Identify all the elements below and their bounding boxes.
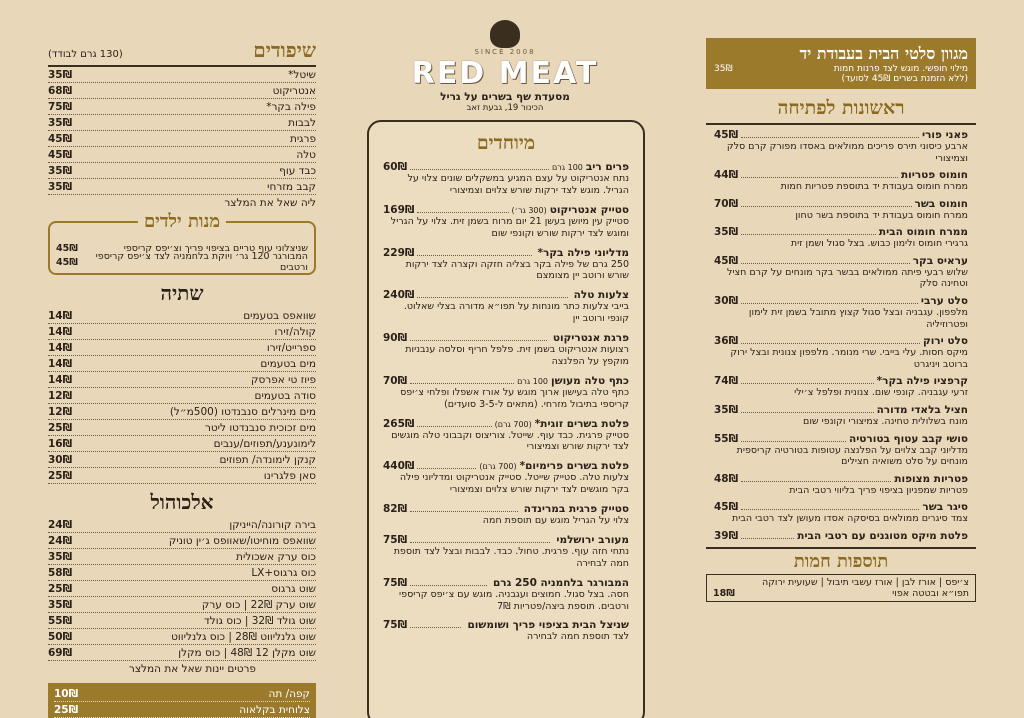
special-item-head: [383, 247, 629, 259]
special-item-name: סטייק אנטריקוט: [549, 203, 629, 216]
drink-row: [48, 356, 316, 372]
starter-item-desc: גרגירי חומוס ולימון כבוש. בצל סגול ושמן זית: [790, 238, 968, 250]
coffee-row-name: צלוחית בקלאוה: [239, 703, 310, 716]
skewers-footer-row: [48, 195, 316, 211]
starter-item-desc: ממרח חומוס בעבודת יד בתוספת פטריות חמות: [780, 181, 968, 193]
since-label: SINCE 2008: [474, 48, 536, 56]
coffee-row-price: 10₪: [54, 687, 79, 700]
starter-item-name: פאני פורי: [922, 129, 968, 141]
restaurant-address: הכינור 19, גבעת זאב: [466, 103, 544, 113]
starter-item-desc: שלוש רבעי פיתה ממולאים בבשר בקר מונחים על קרם חציל וטחינה סלק: [726, 266, 968, 290]
starter-item-price: 74₪: [714, 375, 739, 388]
alcohol-row-price: 25₪: [48, 582, 73, 595]
salad-line2: [714, 74, 968, 84]
starter-item-leader: [741, 130, 919, 138]
kids-row: [56, 251, 308, 273]
special-item-head: [383, 460, 629, 472]
alcohol-row-name: שוט מקלן 12 48₪ | כוס מקלן: [178, 646, 316, 659]
starter-item: [706, 335, 976, 370]
alcohol-row-name: שוט גולד 32₪ | כוס גולד: [204, 614, 316, 627]
drink-row-price: 14₪: [48, 309, 73, 322]
skewer-row-name: פרגית: [289, 132, 316, 145]
special-item-desc: סטייק עין מיושן בעשן 21 יום מרוח בשמן זית. צלוי על הגריל ומוגש לצד ירקות שורש וקונפי שום: [390, 215, 629, 239]
special-item: [383, 375, 629, 411]
special-item-note: (700 גרם): [494, 419, 532, 429]
alcohol-row-name: כוס ערק אשכולית: [236, 550, 316, 563]
alcohol-row: [48, 613, 316, 629]
drink-row-price: 14₪: [48, 357, 73, 370]
special-item-name: פלטת בשרים זוגית*: [534, 417, 629, 430]
special-item: [383, 418, 629, 454]
alcohol-row-name: כוס גרגוס+LX: [251, 566, 316, 579]
kids-box: [48, 211, 316, 275]
alcohol-row-name: שוט גלנליווט 28₪ | כוס גלנליווט: [171, 630, 316, 643]
starter-item-head: [714, 404, 968, 416]
starter-item-price: 36₪: [714, 335, 739, 348]
drink-row-name: סאן פלגרינו: [263, 469, 316, 482]
drink-row: [48, 324, 316, 340]
special-item-name: פלטת בשרים פרימיום*: [519, 460, 629, 473]
special-item-desc: כתף טלה בעישון ארוך מוגש על אורז אשפלו ופלחי צ׳יפס קריספי בתיבול מזרחי. (מתאים ל-3-5 סועדים): [400, 386, 629, 410]
starter-item-head: [714, 169, 968, 181]
special-item-head: [383, 503, 629, 515]
drink-row: [48, 372, 316, 388]
special-item-leader: [417, 205, 508, 213]
starter-item-leader: [741, 531, 794, 539]
special-item: [383, 534, 629, 570]
special-item-note: 100 גרם: [551, 163, 583, 172]
starter-item-leader: [741, 502, 919, 510]
special-item-name: פרים ריב: [585, 161, 629, 173]
right-column: [706, 38, 976, 602]
alcohol-row-price: 50₪: [48, 630, 73, 643]
alcohol-title: אלכוהול: [150, 490, 214, 514]
drink-row-price: 12₪: [48, 405, 73, 418]
special-item-desc: סטייק פרגית. כבד עוף. שייטל. צוריצוס וקבבוני טלה מוגשים לצד ירקות שורש וצמיצורי: [391, 429, 629, 453]
special-item-head: [383, 204, 629, 216]
special-item-desc: בייבי צלעות כתר מונחות על תפו״א מדורה בצלי שאלוט. קונפי ורוטב יין: [403, 301, 629, 325]
special-item-desc: 250 גרם של פילה בקר בצליה חזקה וקצרה לצד ירקות שורש ורוטב יין מצומצם: [405, 258, 629, 282]
special-item-price: 229₪: [383, 246, 415, 259]
salad-desc: מילוי חופשי. מוגש לצד פרנות חמות: [833, 64, 968, 74]
special-item-head: [383, 534, 629, 546]
special-item-price: 265₪: [383, 417, 415, 430]
special-item-price: 70₪: [383, 374, 408, 387]
skewer-row-name: לבבות: [288, 116, 316, 129]
skewer-row-name: אנטריקוט: [272, 84, 316, 97]
skewer-row-price: 75₪: [48, 100, 73, 113]
starter-item-name: פטריות מצופות: [894, 472, 968, 485]
starter-item-leader: [741, 296, 918, 304]
starter-item: [706, 375, 976, 399]
skewer-row: [48, 67, 316, 83]
starter-item-leader: [741, 376, 874, 384]
special-item-note: 100 גרם: [517, 376, 549, 386]
special-item: [383, 289, 629, 325]
starter-item-leader: [741, 227, 876, 235]
special-item-leader: [410, 578, 487, 586]
drink-row-name: קנקן לימונדה/ תפוזים: [219, 453, 316, 466]
starter-item-head: [714, 295, 968, 307]
starter-item: [706, 295, 976, 330]
special-item-desc: צלוי על הגריל מוגש עם תוספת חמה: [482, 515, 629, 526]
skewer-row: [48, 147, 316, 163]
skewer-row: [48, 131, 316, 147]
special-item-name: סטייק פרגית במרינדה: [523, 503, 629, 515]
drink-row: [48, 468, 316, 484]
drink-row: [48, 340, 316, 356]
starter-item-desc: צמד סיגרים ממולאים בסיסקה אסדו מעושן לצד רטבי הבית: [731, 513, 968, 525]
skewer-row-price: 35₪: [48, 68, 73, 81]
alcohol-footer-row: [48, 661, 316, 677]
alcohol-row: [48, 549, 316, 565]
alcohol-row-name: שוט ערק 22₪ | כוס ערק: [201, 598, 316, 611]
hot-sides-line2: תפו״א ובטטה אפוי: [892, 587, 969, 599]
coffee-row: [54, 686, 310, 702]
special-item-head: [383, 577, 629, 589]
kids-row-price: 45₪: [56, 242, 78, 254]
special-item-leader: [417, 419, 491, 427]
skewers-header: [48, 38, 316, 67]
special-item-desc: רצועות אנטריקוט בשמן זית. פלפל חריף וסלסה ענבניות מוקפץ על הפלנצה: [405, 344, 629, 367]
starter-item-name: סלט ערבי: [920, 295, 968, 308]
starter-item-price: 45₪: [714, 254, 739, 267]
alcohol-row: [48, 565, 316, 581]
starter-item-price: 35₪: [714, 403, 739, 416]
drink-row-price: 30₪: [48, 453, 73, 466]
starter-item-price: 39₪: [714, 529, 739, 542]
starter-item-head: [714, 473, 968, 485]
skewer-row-name: שיטל*: [288, 68, 316, 81]
starter-item-head: [714, 375, 968, 387]
special-item-name: מעורב ירושלמי: [556, 533, 629, 546]
alcohol-row-name: שוט גרגוס: [271, 582, 316, 595]
special-item: [383, 577, 629, 613]
starter-item-head: [714, 530, 968, 542]
alcohol-row: [48, 645, 316, 661]
skewer-row: [48, 163, 316, 179]
starter-item-head: [714, 255, 968, 267]
skewers-footer: ליה שאל את המלצר: [224, 197, 316, 209]
alcohol-row: [48, 517, 316, 533]
special-item-price: 440₪: [383, 460, 415, 473]
alcohol-row: [48, 533, 316, 549]
drink-row: [48, 436, 316, 452]
special-item-leader: [410, 535, 550, 543]
drinks-list: [48, 308, 316, 484]
skewer-row-name: פילה בקר*: [266, 100, 316, 113]
starter-item-leader: [741, 336, 920, 344]
starter-item-leader: [741, 170, 898, 178]
starter-item-leader: [741, 474, 891, 482]
special-item-name: כתף טלה מעושן: [551, 374, 629, 387]
starter-item-name: סושי קבב עטוף בטורטיה: [848, 432, 968, 445]
drink-row: [48, 452, 316, 468]
drink-row-name: קולה/זירו: [274, 325, 316, 338]
special-item-price: 75₪: [383, 619, 408, 632]
alcohol-row: [48, 581, 316, 597]
drink-row-price: 14₪: [48, 341, 73, 354]
special-item-head: [383, 289, 629, 301]
alcohol-row: [48, 629, 316, 645]
special-item-price: 75₪: [383, 533, 408, 546]
skewer-row-price: 68₪: [48, 84, 73, 97]
special-item-name: מדליוני פילה בקר*: [537, 246, 629, 259]
skewer-row-price: 35₪: [48, 116, 73, 129]
drink-row-name: מים זכוכית סנבנדטו ליטר: [204, 421, 316, 434]
skewer-row-name: טלה: [296, 148, 316, 161]
kids-row-price: 45₪: [56, 256, 78, 268]
specials-title: מיוחדים: [476, 132, 536, 154]
special-item-price: 82₪: [383, 503, 408, 515]
starter-item-head: [714, 226, 968, 238]
kids-list: [56, 241, 308, 273]
special-item-note: (700 גרם): [479, 462, 517, 472]
salad-title: מגוון סלטי הבית בעבודת יד: [799, 44, 968, 63]
coffee-row-price: 25₪: [54, 703, 79, 716]
drink-row-price: 16₪: [48, 437, 73, 450]
starter-item: [706, 198, 976, 222]
drink-row-name: מים בטעמים: [260, 357, 316, 370]
starter-item-name: קרפציו פילה בקר*: [876, 375, 968, 388]
starter-item-name: חומוס בשר: [914, 197, 968, 210]
starter-item-head: [714, 129, 968, 141]
kids-row-name: המבורגר 120 גר׳ ויוקת בלחמניה לצד צ׳יפס קריספי ורטבים: [95, 251, 308, 273]
skewer-row: [48, 83, 316, 99]
brand-name: RED MEAT: [411, 56, 599, 91]
starters-list: [706, 129, 976, 542]
hot-sides-line2-row: [713, 588, 969, 599]
skewer-row: [48, 115, 316, 131]
starter-item-desc: ממרח חומוס בעבודת יד בתוספת בשר טחון: [795, 209, 968, 221]
skewer-row-name: קבב מזרחי: [267, 180, 316, 193]
special-item: [383, 619, 629, 643]
special-item: [383, 204, 629, 240]
skewers-note: (130 גרם לבודד): [48, 49, 123, 60]
starter-item-price: 45₪: [714, 501, 739, 514]
starter-item-leader: [741, 256, 910, 264]
kids-title: מנות ילדים: [138, 211, 226, 232]
starter-item-name: סיגר בשר: [922, 501, 968, 514]
restaurant-subtitle: מסעדת שף בשרים על גריל: [440, 91, 570, 103]
starter-item-name: ממרח חומוס הבית: [878, 226, 968, 239]
chef-icon: [490, 20, 520, 48]
skewer-row: [48, 99, 316, 115]
skewer-row: [48, 179, 316, 195]
starter-item-price: 45₪: [714, 129, 739, 141]
salad-line1: [714, 64, 968, 74]
drink-row-name: פיוז טי אפרסק: [251, 373, 316, 386]
alcohol-row: [48, 597, 316, 613]
drink-row: [48, 420, 316, 436]
special-item-desc: נתחי חזה עוף. פרגית. טחול. כבד. לבבות ובצל לצד תוספת חמה לבחירה: [393, 545, 629, 569]
drink-row-price: 12₪: [48, 389, 73, 402]
starter-item-head: [714, 433, 968, 445]
special-item-leader: [410, 620, 461, 628]
starter-item: [706, 226, 976, 250]
special-item-desc: נתח אנטריקוט על עצם המגיע במשקלים שונים צלוי על הגריל. מוגש לצד ירקות שורש צלוים וצמיצורי: [407, 173, 629, 196]
coffee-row: [54, 702, 310, 718]
drink-row-price: 25₪: [48, 421, 73, 434]
starter-item-name: סלט ירוק: [922, 335, 968, 348]
drink-row: [48, 404, 316, 420]
skewers-title: שיפודים: [253, 38, 316, 62]
special-item-price: 169₪: [383, 203, 415, 216]
starter-item-desc: זרעי עגבניה. קונפי שום. צנונית ופלפל צ׳ילי: [794, 387, 968, 399]
skewer-row-name: כבד עוף: [279, 164, 316, 177]
special-item-note: (300 גר׳): [511, 205, 547, 215]
salad-note: (ללא הזמנת בשרים 45₪ לסועד): [841, 74, 968, 84]
starter-item: [706, 129, 976, 164]
starter-item-desc: מיקס חסות. עלי בייבי. שרי מנומר. מלפפון צנונית ובצל ירוק ברוטב ויניגרט: [730, 347, 968, 370]
drink-row-name: שוואפס בטעמים: [243, 309, 316, 322]
specials-frame: [367, 120, 645, 718]
starter-item: [706, 404, 976, 428]
special-item-price: 60₪: [383, 161, 408, 173]
special-item-desc: חסה. בצל סגול. חמוצים ועגבניה. מוגש עם צ׳יפס קריספי ורטבים. תוספת ביצה/פטריות 7₪: [399, 588, 629, 612]
special-item-leader: [417, 461, 476, 469]
alcohol-row-price: 35₪: [48, 550, 73, 563]
special-item-price: 75₪: [383, 576, 408, 589]
starter-item-desc: מונח בשלולית טחינה. צמיצורי וקונפי שום: [803, 415, 968, 427]
special-item-leader: [410, 376, 514, 384]
alcohol-row-name: שוואפס מוחיטו/שאוופס ג׳ין טוניק: [168, 534, 316, 547]
alcohol-row-price: 24₪: [48, 518, 73, 531]
skewer-row-price: 45₪: [48, 148, 73, 161]
starter-item: [706, 473, 976, 497]
hot-sides-line1-row: [713, 577, 969, 588]
special-item: [383, 247, 629, 283]
drink-row-price: 14₪: [48, 373, 73, 386]
starter-item-leader: [741, 434, 846, 442]
alcohol-footer: פרטים יינות שאל את המלצר: [128, 663, 256, 675]
salad-box: [706, 38, 976, 89]
special-item-leader: [417, 290, 567, 298]
drinks-title: שתיה: [160, 281, 204, 305]
drink-row: [48, 308, 316, 324]
starter-item-head: [714, 501, 968, 513]
starter-item-desc: ארבע כיסוני תירס פריכים ממולאים באסדו מפורק קרם סלק וצמיצורי: [726, 141, 968, 164]
starter-item-price: 55₪: [714, 432, 739, 445]
special-item-name: פרגת אנטריקוט: [552, 332, 629, 344]
kids-row-name: שניצלוני עוף טריים בציפוי פריך וצ׳יפס קריספי: [123, 242, 308, 254]
drink-row-name: ספרייט/זירו: [266, 341, 316, 354]
special-item-price: 240₪: [383, 289, 415, 302]
alcohol-row-price: 24₪: [48, 534, 73, 547]
starter-item-price: 44₪: [714, 169, 739, 182]
starter-item: [706, 169, 976, 193]
special-item: [383, 332, 629, 368]
starter-item-price: 70₪: [714, 197, 739, 210]
hot-sides-price: 18₪: [713, 587, 735, 599]
starter-item: [706, 255, 976, 290]
special-item: [383, 503, 629, 527]
starter-item-head: [714, 335, 968, 347]
alcohol-row-price: 58₪: [48, 566, 73, 579]
special-item-head: [383, 161, 629, 173]
special-item-leader: [410, 162, 549, 170]
special-item-leader: [410, 333, 547, 341]
special-item-head: [383, 418, 629, 430]
special-item-head: [383, 619, 629, 631]
skewer-row-price: 35₪: [48, 180, 73, 193]
alcohol-row-name: בירה קורונה/הייניקן: [229, 518, 316, 531]
alcohol-row-price: 69₪: [48, 646, 73, 659]
middle-column: [355, 20, 655, 643]
coffee-box: [48, 683, 316, 718]
starters-title: ראשונות לפתיחה: [706, 97, 976, 125]
hot-sides-title: תוספות חמות: [706, 547, 976, 572]
hot-sides-line1: צ׳יפס | אורז לבן | אורז עשבי תיבול | שעועית ירוקה: [761, 576, 969, 588]
drink-row-name: לימונענע/תפוזים/ענבים: [213, 437, 316, 450]
special-item-leader: [410, 504, 518, 512]
drink-row: [48, 388, 316, 404]
starter-item-desc: מדליוני קבב צלוים על הפלנצה עטופות בטורטיה קריספית מונחים על סלט משואיה חצילים: [736, 444, 968, 468]
special-item-desc: צלעות טלה. סטייק שייטל. סטייק אנטריקוט ומדליוני פילה בקר מוגשים לצד ירקות שורש צלוים וצמיצורי: [399, 472, 629, 496]
drink-row-name: סודה בטעמים: [254, 389, 316, 402]
special-item-name: המבורגר בלחמניה 250 גרם: [492, 576, 629, 589]
left-column: [48, 38, 316, 718]
special-item-head: [383, 375, 629, 387]
skewer-row-price: 35₪: [48, 164, 73, 177]
starter-item-desc: פטריות שמפניון בציפוי פריך בליווי רטבי הבית: [789, 484, 968, 496]
starter-item-leader: [741, 405, 873, 413]
special-item: [383, 161, 629, 197]
starter-item-name: חומוס פטריות: [900, 169, 968, 182]
starter-item: [706, 530, 976, 542]
special-item-price: 90₪: [383, 332, 408, 344]
salad-price: 35₪: [714, 64, 733, 74]
starter-item: [706, 501, 976, 525]
skewer-row-price: 45₪: [48, 132, 73, 145]
starter-item-price: 30₪: [714, 295, 739, 308]
starter-item-desc: מלפפון. עגבניה ובצל סגול קצוץ מתובל בשמן זית לימון ופטרוזיליה: [748, 307, 968, 330]
specials-list: [383, 161, 629, 643]
special-item-leader: [417, 248, 531, 256]
special-item-name: צלעות טלה: [573, 289, 629, 302]
alcohol-list: [48, 517, 316, 661]
special-item-head: [383, 332, 629, 344]
alcohol-row-price: 55₪: [48, 614, 73, 627]
starter-item: [706, 433, 976, 468]
special-item-desc: לצד תוספת חמה לבחירה: [526, 631, 629, 643]
special-item: [383, 460, 629, 496]
drink-row-name: מים מינרלים סנבנדטו (500מ״ל): [169, 405, 316, 418]
starter-item-name: חציל בלאדי מדורה: [876, 403, 968, 416]
starter-item-name: פלטת מיקס מטוגנים עם רטבי הבית: [797, 529, 968, 542]
starter-item-price: 35₪: [714, 226, 739, 239]
hot-sides-box: [706, 574, 976, 602]
skewers-list: [48, 67, 316, 195]
alcohol-row-price: 35₪: [48, 598, 73, 611]
starter-item-leader: [741, 199, 911, 207]
coffee-row-name: קפה/ תה: [268, 687, 310, 700]
starter-item-price: 48₪: [714, 472, 739, 485]
starter-item-head: [714, 198, 968, 210]
starter-item-name: עראיס בקר: [912, 254, 968, 267]
special-item-name: שניצל הבית בציפוי פריך ושומשום: [467, 619, 629, 632]
logo: [355, 20, 655, 113]
drink-row-price: 25₪: [48, 469, 73, 482]
drink-row-price: 14₪: [48, 325, 73, 338]
